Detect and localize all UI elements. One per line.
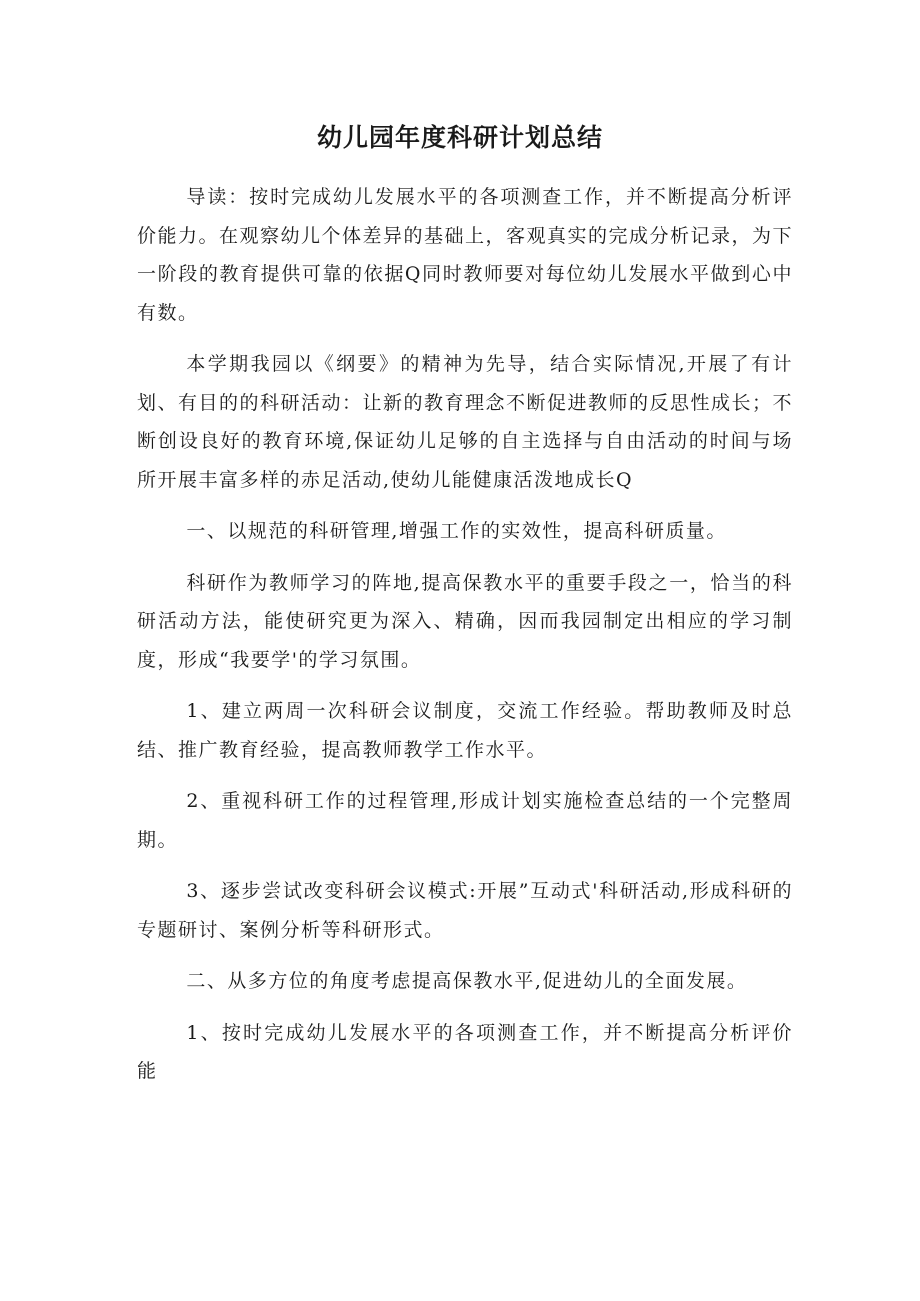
list-item-1: 1、建立两周一次科研会议制度，交流工作经验。帮助教师及时总结、推广教育经验，提高教师教学工作水平。 <box>137 700 793 761</box>
list-item-2: 2、重视科研工作的过程管理,形成计划实施检查总结的一个完整周期。 <box>137 790 793 851</box>
section-heading-1: 一、以规范的科研管理,增强工作的实效性，提高科研质量。 <box>186 520 727 542</box>
list-item-section2-1: 1、按时完成幼儿发展水平的各项测查工作，并不断提高分析评价能 <box>137 1021 793 1082</box>
document-title: 幼儿园年度科研计划总结 <box>316 123 603 152</box>
list-item-3: 3、逐步尝试改变科研会议模式:开展”互动式'科研活动,形成科研的专题研讨、案例分析等科研形式。 <box>137 880 793 941</box>
section-heading-2: 二、从多方位的角度考虑提高保教水平,促进幼儿的全面发展。 <box>186 970 748 992</box>
paragraph-semester-overview: 本学期我园以《纲要》的精神为先导，结合实际情况,开展了有计划、有目的的科研活动：让新的教育理念不断促进教师的反思性成长；不断创设良好的教育环境,保证幼儿足够的自主选择与自由活动的时间与场所开展丰富多样的赤足活动,使幼儿能健康活泼地成长Q <box>137 353 794 491</box>
document-body <box>137 178 793 1104</box>
paragraph-intro: 导读：按时完成幼儿发展水平的各项测查工作，并不断提高分析评价能力。在观察幼儿个体差异的基础上，客观真实的完成分析记录，为下一阶段的教育提供可靠的依据Q同时教师要对每位幼儿发展水平做到心中有数。 <box>137 186 794 324</box>
paragraph-research-method: 科研作为教师学习的阵地,提高保教水平的重要手段之一，恰当的科研活动方法，能使研究更为深入、精确，因而我园制定出相应的学习制度，形成“我要学'的学习氛围。 <box>137 571 793 671</box>
